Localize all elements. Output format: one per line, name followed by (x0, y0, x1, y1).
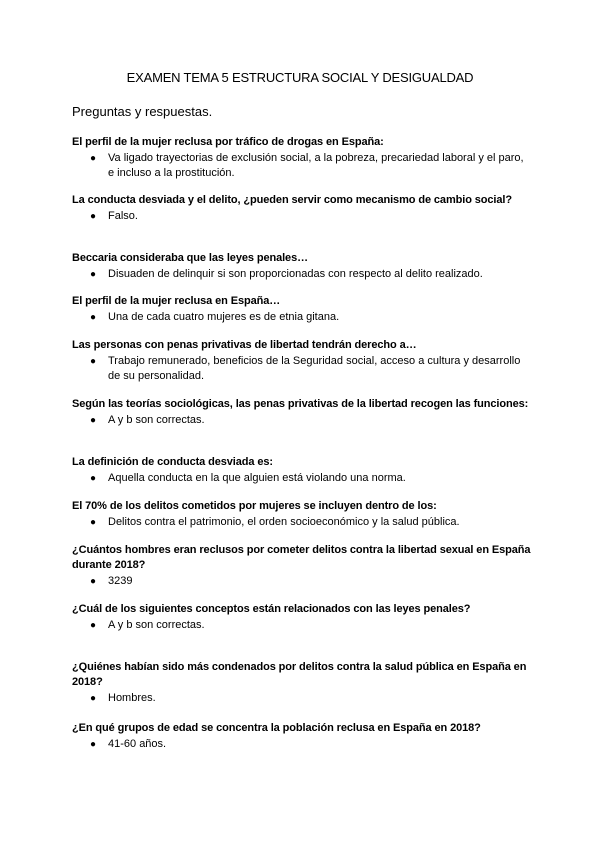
bullet-icon: ● (90, 312, 97, 323)
qa-item (72, 251, 532, 282)
answer-text: Trabajo remunerado, beneficios de la Seguridad social, acceso a cultura y desarrollo de su personalidad. (108, 355, 521, 382)
answer-text: Disuaden de delinquir si son proporcionadas con respecto al delito realizado. (108, 268, 483, 280)
bullet-icon: ● (90, 269, 97, 280)
qa-item (72, 499, 532, 530)
answer-item (72, 618, 532, 633)
question-text: ¿Cuántos hombres eran reclusos por cometer delitos contra la libertad sexual en España durante 2018? (72, 544, 531, 571)
qa-item (72, 660, 532, 706)
bullet-icon: ● (90, 620, 97, 631)
qa-item (72, 397, 532, 428)
qa-item (72, 455, 532, 486)
bullet-icon: ● (90, 739, 97, 750)
qa-item (72, 338, 532, 384)
answer-text: 41-60 años. (108, 738, 167, 750)
qa-item (72, 602, 532, 633)
answer-item (72, 267, 532, 282)
answer-text: Delitos contra el patrimonio, el orden socioeconómico y la salud pública. (108, 516, 460, 528)
answer-item (72, 515, 532, 530)
answer-text: Va ligado trayectorias de exclusión social, a la pobreza, precariedad laboral y el paro, e incluso a la prostitución. (108, 152, 524, 179)
question-text: El perfil de la mujer reclusa por tráfico de drogas en España: (72, 136, 384, 148)
question-text: La conducta desviada y el delito, ¿pueden servir como mecanismo de cambio social? (72, 194, 512, 206)
bullet-icon: ● (90, 415, 97, 426)
bullet-icon: ● (90, 473, 97, 484)
answer-text: 3239 (108, 575, 133, 587)
qa-item (72, 721, 532, 752)
document-title: EXAMEN TEMA 5 ESTRUCTURA SOCIAL Y DESIGUALDAD (126, 70, 474, 85)
answer-text: A y b son correctas. (108, 619, 205, 631)
answer-item (72, 413, 532, 428)
document-subtitle: Preguntas y respuestas. (72, 104, 213, 119)
answer-item (72, 354, 532, 384)
question-text: El perfil de la mujer reclusa en España… (72, 295, 281, 307)
bullet-icon: ● (90, 356, 97, 367)
qa-item (72, 193, 532, 224)
question-text: La definición de conducta desviada es: (72, 456, 273, 468)
answer-text: Aquella conducta en la que alguien está violando una norma. (108, 472, 406, 484)
answer-item (72, 151, 532, 181)
question-text: Las personas con penas privativas de libertad tendrán derecho a… (72, 339, 417, 351)
bullet-icon: ● (90, 153, 97, 164)
answer-text: Una de cada cuatro mujeres es de etnia gitana. (108, 311, 340, 323)
question-text: El 70% de los delitos cometidos por mujeres se incluyen dentro de los: (72, 500, 437, 512)
answer-item (72, 691, 532, 706)
question-text: ¿Quiénes habían sido más condenados por delitos contra la salud pública en España en 2018? (72, 661, 527, 688)
answer-item (72, 737, 532, 752)
qa-item (72, 135, 532, 181)
answer-item (72, 574, 532, 589)
bullet-icon: ● (90, 693, 97, 704)
question-text: ¿Cuál de los siguientes conceptos están relacionados con las leyes penales? (72, 603, 471, 615)
qa-item (72, 294, 532, 325)
answer-item (72, 471, 532, 486)
bullet-icon: ● (90, 576, 97, 587)
answer-text: Hombres. (108, 692, 156, 704)
question-text: ¿En qué grupos de edad se concentra la población reclusa en España en 2018? (72, 722, 481, 734)
question-text: Beccaria consideraba que las leyes penales… (72, 252, 308, 264)
bullet-icon: ● (90, 517, 97, 528)
answer-item (72, 209, 532, 224)
question-text: Según las teorías sociológicas, las penas privativas de la libertad recogen las funciones: (72, 398, 529, 410)
answer-item (72, 310, 532, 325)
qa-item (72, 543, 532, 589)
answer-text: A y b son correctas. (108, 414, 205, 426)
answer-text: Falso. (108, 210, 138, 222)
bullet-icon: ● (90, 211, 97, 222)
